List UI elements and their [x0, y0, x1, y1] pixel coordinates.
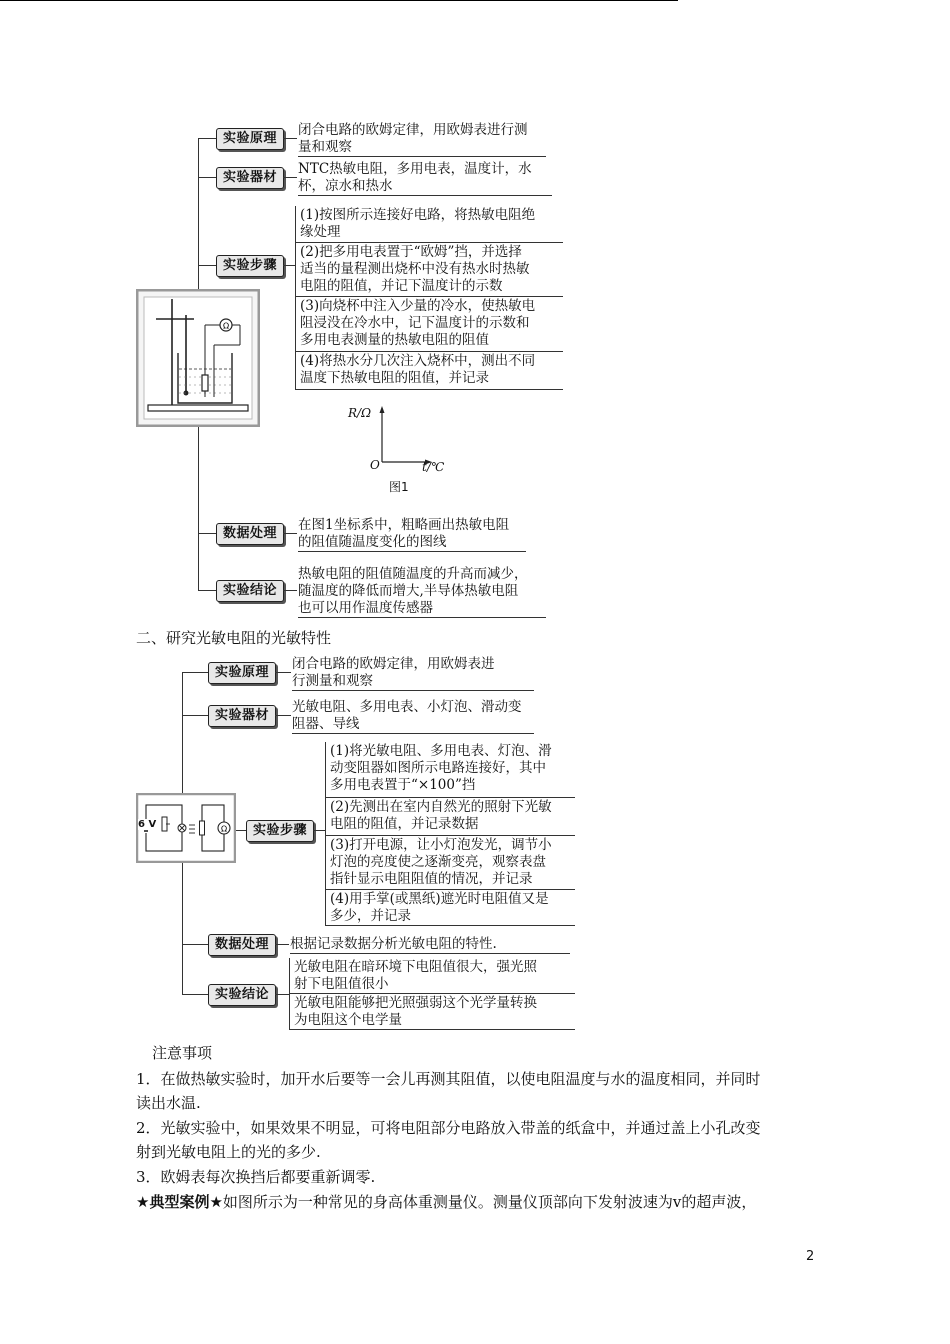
conclusion-text: 热敏电阻的阻值随温度的升高而减少， 随温度的降低而增大,半导体热敏电阻 也可以用作温度传感器: [298, 566, 528, 616]
note-1-line-2: 读出水温.: [136, 1094, 201, 1112]
step-1-text: (1)按图所示连接好电路，将热敏电阻绝 缘处理: [300, 207, 536, 240]
label-data-processing-2: 数据处理: [208, 934, 276, 956]
label-conclusion: 实验结论: [216, 580, 284, 602]
label-equipment-2: 实验器材: [208, 705, 276, 727]
note-2-line-1: 2．光敏实验中，如果效果不明显，可将电阻部分电路放入带盖的纸盒中，并通过盖上小孔改变: [136, 1119, 761, 1137]
step2-3-text: (3)打开电源，让小灯泡发光，调节小 灯泡的亮度使之逐渐变亮，观察表盘 指针显示电阻阻值的情况，并记录: [330, 837, 552, 887]
step-4-text: (4)将热水分几次注入烧杯中，测出不同 温度下热敏电阻的阻值，并记录: [300, 353, 536, 386]
step2-4-text: (4)用手掌(或黑纸)遮光时电阻值又是 多少，并记录: [330, 891, 549, 924]
thermistor-apparatus-figure: [136, 289, 260, 427]
conclusion2-2-text: 光敏电阻能够把光照强弱这个光学量转换 为电阻这个电学量: [294, 995, 537, 1028]
step-2-text: (2)把多用电表置于“欧姆”挡，并选择 适当的量程测出烧杯中没有热水时热敏 电阻的阻值，并记下温度计的示数: [300, 244, 530, 294]
typical-case-tag: ★典型案例★: [136, 1193, 223, 1211]
photoresistor-circuit-figure: [136, 793, 236, 863]
label-data-processing: 数据处理: [216, 523, 284, 545]
resistance-temperature-graph: [340, 400, 460, 496]
principle-text-2: 闭合电路的欧姆定律，用欧姆表进 行测量和观察: [292, 656, 495, 689]
graph-origin: O: [370, 458, 380, 472]
step-3-text: (3)向烧杯中注入少量的冷水，使热敏电 阻浸没在冷水中，记下温度计的示数和 多用电表测量的热敏电阻的阻值: [300, 298, 536, 348]
principle-text: 闭合电路的欧姆定律，用欧姆表进行测 量和观察: [298, 122, 528, 155]
typical-case-text: 如图所示为一种常见的身高体重测量仪。测量仪顶部向下发射波速为v的超声波，: [222, 1193, 757, 1211]
label-equipment: 实验器材: [216, 167, 284, 189]
step2-1-text: (1)将光敏电阻、多用电表、灯泡、滑 动变阻器如图所示电路连接好，其中 多用电表置于“×100”挡: [330, 743, 552, 793]
notes-heading: 注意事项: [152, 1044, 213, 1062]
svg-text:Ω: Ω: [220, 824, 228, 834]
header-rule: [0, 0, 678, 1]
step2-2-text: (2)先测出在室内自然光的照射下光敏 电阻的阻值，并记录数据: [330, 799, 552, 832]
battery-label: 6 V: [138, 819, 157, 830]
note-2-line-2: 射到光敏电阻上的光的多少.: [136, 1143, 321, 1161]
typical-case: [136, 1189, 826, 1215]
note-1-line-1: 1．在做热敏实验时，加开水后要等一会儿再测其阻值，以使电阻温度与水的温度相同，并同时: [136, 1070, 761, 1088]
data-processing-text-2: 根据记录数据分析光敏电阻的特性.: [290, 936, 497, 952]
label-steps: 实验步骤: [216, 255, 284, 277]
label-conclusion-2: 实验结论: [208, 984, 276, 1006]
note-3: 3．欧姆表每次换挡后都要重新调零.: [136, 1168, 376, 1186]
page-number: 2: [806, 1249, 815, 1264]
svg-text:Ω: Ω: [222, 321, 230, 331]
section2-title: 二、研究光敏电阻的光敏特性: [136, 629, 332, 647]
label-principle-2: 实验原理: [208, 662, 276, 684]
label-steps-2: 实验步骤: [246, 820, 314, 842]
graph-x-label: t/℃: [422, 460, 445, 474]
graph-y-label: R/Ω: [348, 406, 372, 420]
equipment-text: NTC热敏电阻，多用电表，温度计，水 杯，凉水和热水: [298, 161, 532, 194]
graph-caption: 图1: [389, 480, 409, 494]
conclusion2-1-text: 光敏电阻在暗环境下电阻值很大，强光照 射下电阻值很小: [294, 959, 537, 992]
data-processing-text: 在图1坐标系中，粗略画出热敏电阻 的阻值随温度变化的图线: [298, 517, 510, 550]
equipment-text-2: 光敏电阻、多用电表、小灯泡、滑动变 阻器、导线: [292, 699, 522, 732]
label-principle: 实验原理: [216, 128, 284, 150]
